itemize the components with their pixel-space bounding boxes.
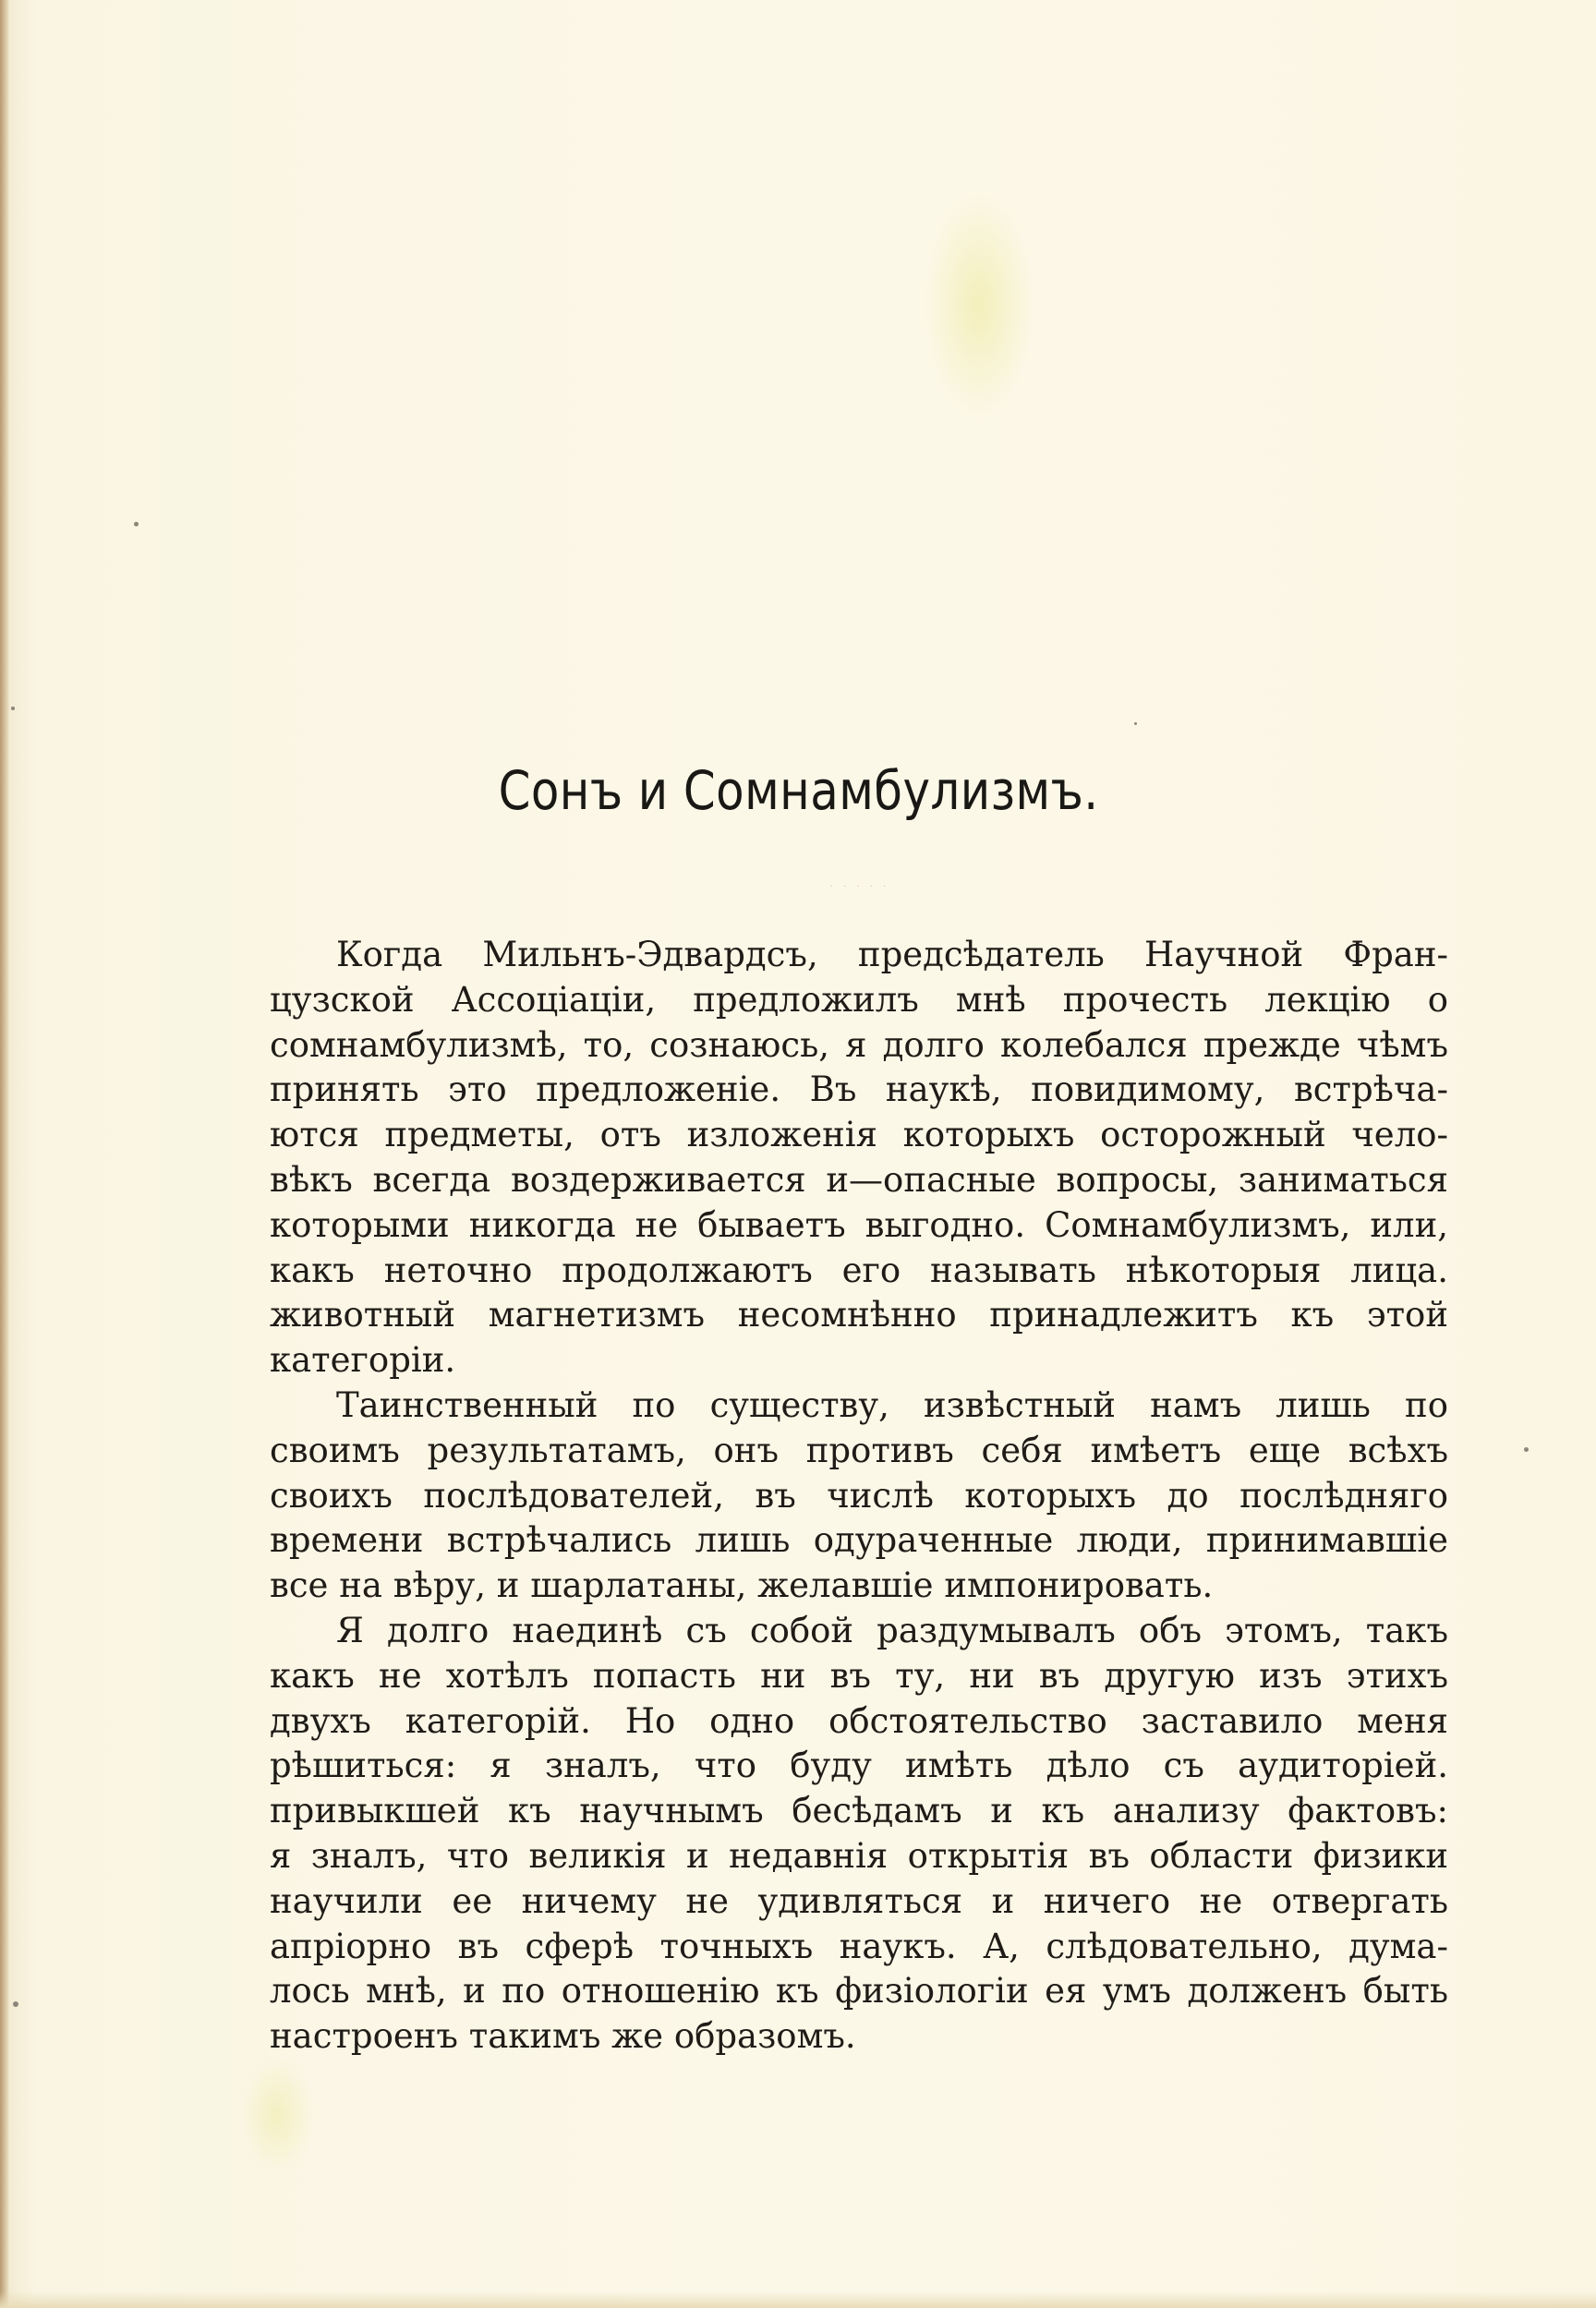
title-ornament: · · · · · xyxy=(829,882,890,892)
paper-speck xyxy=(1524,1447,1529,1452)
text-line: апріорно въ сферѣ точныхъ наукъ. А, слѣдовательно, дума- xyxy=(270,1926,1448,1966)
text-line: все на вѣру, и шарлатаны, желавшіе импонировать. xyxy=(270,1565,1214,1606)
paper-speck xyxy=(13,2001,18,2007)
text-line: научили ее ничему не удивляться и ничего не отвергать xyxy=(270,1880,1448,1921)
text-line: сомнамбулизмѣ, то, сознаюсь, я долго колебался прежде чѣмъ xyxy=(270,1024,1448,1065)
paper-speck xyxy=(1134,722,1137,725)
text-line: категоріи. xyxy=(270,1340,456,1381)
text-line: Когда Мильнъ-Эдвардсъ, предсѣдатель Научной Фран- xyxy=(336,935,1448,974)
text-line: привыкшей къ научнымъ бесѣдамъ и къ анализу фактовъ: xyxy=(270,1791,1448,1831)
text-line: своимъ результатамъ, онъ противъ себя имѣетъ еще всѣхъ xyxy=(270,1430,1448,1470)
text-line: которыми никогда не бываетъ выгодно. Сомнамбулизмъ, или, xyxy=(270,1204,1448,1245)
text-line: Таинственный по существу, извѣстный намъ лишь по xyxy=(336,1384,1448,1425)
text-line: времени встрѣчались лишь одураченные люди, принимавшіе xyxy=(270,1520,1448,1561)
paper-speck xyxy=(11,707,15,710)
paper-speck xyxy=(134,522,139,526)
text-line: какъ не хотѣлъ попасть ни въ ту, ни въ другую изъ этихъ xyxy=(270,1655,1448,1696)
text-line: настроенъ такимъ же образомъ. xyxy=(270,2016,856,2057)
text-line: Я долго наединѣ съ собой раздумывалъ объ этомъ, такъ xyxy=(336,1610,1448,1650)
text-line: цузской Ассоціаціи, предложилъ мнѣ прочесть лекцію о xyxy=(270,979,1448,1020)
chapter-title: Сонъ и Сомнамбулизмъ. xyxy=(498,759,1099,822)
text-line: ются предметы, отъ изложенія которыхъ осторожный чело- xyxy=(270,1115,1448,1155)
text-line: рѣшиться: я зналъ, что буду имѣть дѣло съ аудиторіей. xyxy=(270,1746,1448,1786)
text-line: своихъ послѣдователей, въ числѣ которыхъ до послѣдняго xyxy=(270,1475,1448,1516)
text-line: я зналъ, что великія и недавнія открытія въ области физики xyxy=(270,1835,1448,1876)
text-line: лось мнѣ, и по отношенію къ физіологіи ея умъ долженъ быть xyxy=(270,1971,1448,2012)
text-line: животный магнетизмъ несомнѣнно принадлежитъ къ этой xyxy=(270,1295,1448,1335)
body-text xyxy=(270,933,1448,2060)
text-line: двухъ категорій. Но одно обстоятельство заставило меня xyxy=(270,1700,1448,1741)
binding-edge xyxy=(0,0,9,2308)
text-line: вѣкъ всегда воздерживается и—опасные вопросы, заниматься xyxy=(270,1159,1448,1200)
text-line: принять это предложеніе. Въ наукѣ, повидимому, встрѣча- xyxy=(270,1069,1448,1110)
page-bottom-edge xyxy=(0,2291,1596,2308)
text-line: какъ неточно продолжаютъ его называть нѣкоторыя лица. xyxy=(270,1250,1448,1290)
